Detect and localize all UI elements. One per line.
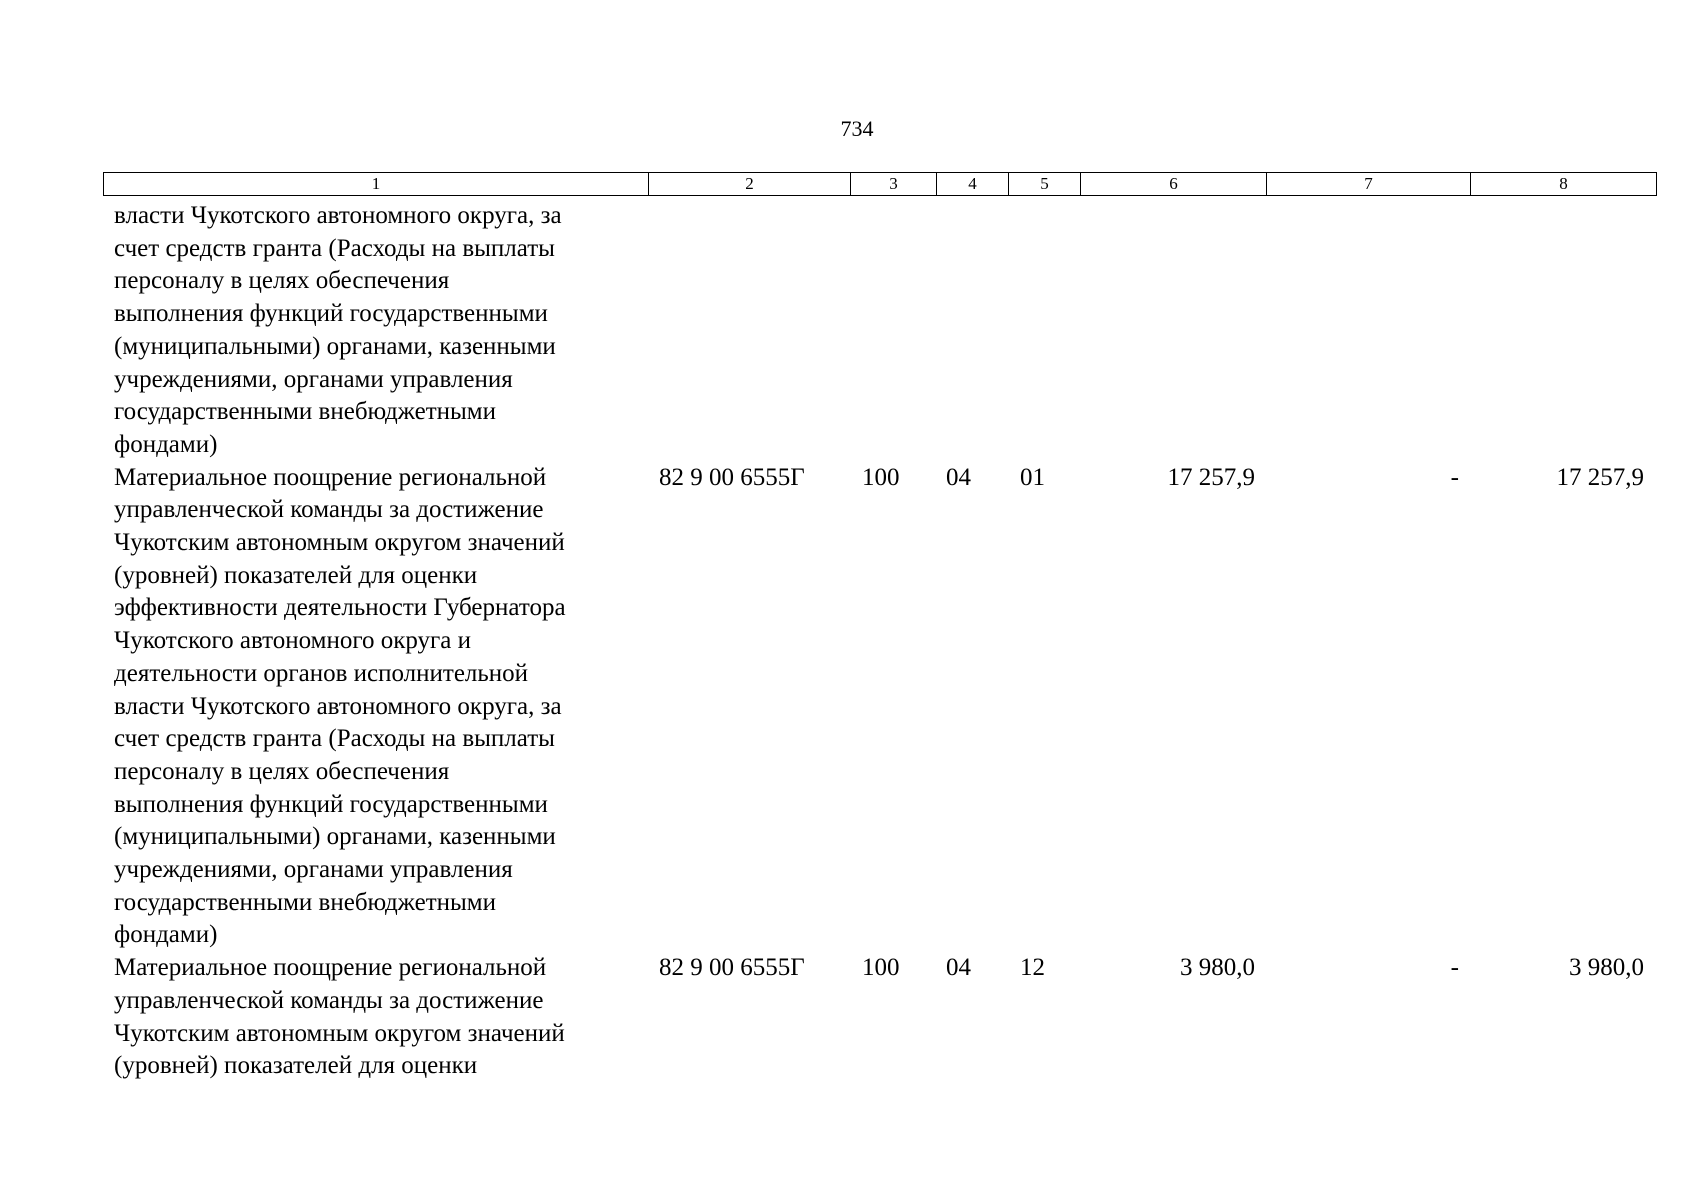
- column-header-2: 2: [649, 173, 851, 195]
- table-row: [103, 952, 1655, 1083]
- row-change: -: [1450, 463, 1459, 491]
- row-section: 04: [946, 954, 971, 982]
- row-amount: [1080, 200, 1266, 462]
- row-description: Материальное поощрение региональной управленческой команды за достижение Чукотским автономным округом значений (уровней) показателей для оценки эффективности деятельности Губернатора Чукотского автономного округа и деятельности органов исполнительной власти Чукотского автономного округа, за счет средств гранта (Расходы на выплаты персоналу в целях обеспечения выполнения функций государственными (муниципальными) органами, казенными учреждениями, органами управления государственными внебюджетными фондами): [114, 463, 566, 949]
- row-code: 82 9 00 6555Г: [659, 954, 805, 982]
- row-code: 82 9 00 6555Г: [659, 463, 805, 491]
- row-section: 04: [946, 463, 971, 491]
- table-row: [103, 462, 1655, 953]
- row-amount: 17 257,9: [1167, 463, 1255, 491]
- row-change: -: [1450, 954, 1459, 982]
- row-section: [936, 200, 1008, 462]
- page-number: 734: [840, 116, 874, 141]
- table-header: [103, 172, 1657, 196]
- column-header-5: 5: [1009, 173, 1081, 195]
- row-amount: 3 980,0: [1180, 954, 1255, 982]
- column-header-3: 3: [851, 173, 937, 195]
- row-expense-type: 100: [862, 954, 900, 982]
- column-header-6: 6: [1081, 173, 1267, 195]
- row-total: [1470, 200, 1655, 462]
- column-header-8: 8: [1559, 174, 1568, 193]
- row-subsection: 12: [1020, 954, 1045, 982]
- table-row: [103, 200, 1655, 462]
- row-total: 17 257,9: [1556, 463, 1644, 491]
- row-total: 3 980,0: [1569, 954, 1644, 982]
- table-body: [103, 200, 1655, 1083]
- row-subsection: 01: [1020, 463, 1045, 491]
- row-description: Материальное поощрение региональной управленческой команды за достижение Чукотским автономным округом значений (уровней) показателей для оценки: [114, 954, 565, 1080]
- row-expense-type: [850, 200, 936, 462]
- row-subsection: [1008, 200, 1080, 462]
- column-header-1: 1: [104, 173, 649, 195]
- row-expense-type: 100: [862, 463, 900, 491]
- column-header-7: 7: [1267, 173, 1471, 195]
- row-change: [1266, 200, 1470, 462]
- row-description: власти Чукотского автономного округа, за счет средств гранта (Расходы на выплаты персоналу в целях обеспечения выполнения функций государственными (муниципальными) органами, казенными учреждениями, органами управления государственными внебюджетными фондами): [114, 202, 562, 458]
- row-code: [648, 200, 850, 462]
- column-header-4: 4: [937, 173, 1009, 195]
